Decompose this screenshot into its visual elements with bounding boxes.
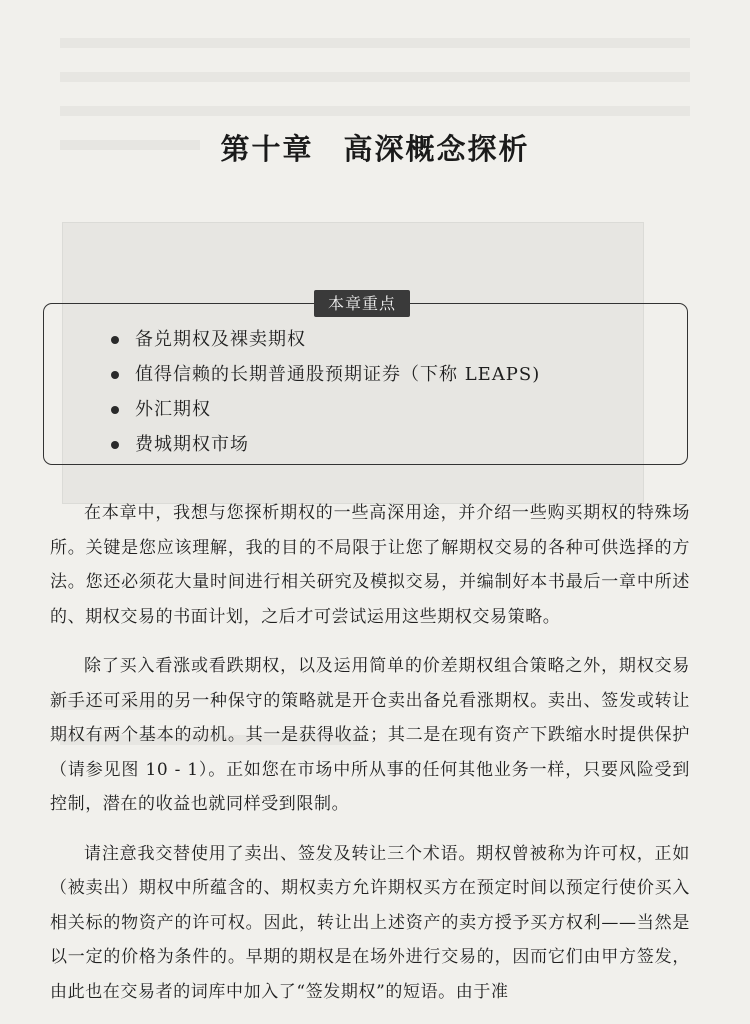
bullet-icon — [111, 441, 119, 449]
bleed-through — [60, 106, 690, 116]
chapter-title — [0, 127, 750, 168]
bullet-icon — [111, 336, 119, 344]
bullet-icon — [111, 371, 119, 379]
key-point-text: 备兑期权及裸卖期权 — [135, 329, 306, 350]
paragraph: 在本章中，我想与您探析期权的一些高深用途，并介绍一些购买期权的特殊场所。关键是您应该理解，我的目的不局限于让您了解期权交易的各种可供选择的方法。您还必须花大量时间进行相关研究及模拟交易，并编制好本书最后一章中所述的、期权交易的书面计划，之后才可尝试运用这些期权交易策略。 — [50, 503, 690, 627]
key-point-item — [111, 427, 540, 462]
bleed-through — [60, 72, 690, 82]
body-text — [50, 496, 690, 1024]
key-points-list — [111, 322, 540, 462]
key-point-text: 费城期权市场 — [135, 434, 249, 455]
paragraph: 除了买入看涨或看跌期权，以及运用简单的价差期权组合策略之外，期权交易新手还可采用的另一种保守的策略就是开仓卖出备兑看涨期权。卖出、签发或转让期权有两个基本的动机。其一是获得收益；其二是在现有资产下跌缩水时提供保护（请参见图 10 - 1）。正如您在市场中所从事的任何其他业务一样，只要风险受到控制，潜在的收益也就同样受到限制。 — [50, 656, 690, 814]
bullet-icon — [111, 406, 119, 414]
key-point-text: 外汇期权 — [135, 399, 211, 420]
key-point-item — [111, 322, 540, 357]
key-point-text: 值得信赖的长期普通股预期证券（下称 LEAPS) — [135, 364, 541, 385]
key-point-item — [111, 392, 540, 427]
paragraph: 请注意我交替使用了卖出、签发及转让三个术语。期权曾被称为许可权，正如（被卖出）期权中所蕴含的、期权卖方允许期权买方在预定时间以预定行使价买入相关标的物资产的许可权。因此，转让出上述资产的卖方授予买方权利——当然是以一定的价格为条件的。早期的期权是在场外进行交易的，因而它们由甲方签发，由此也在交易者的词库中加入了“签发期权”的短语。由于准 — [50, 843, 690, 1002]
bleed-through — [60, 38, 690, 48]
key-points-label: 本章重点 — [314, 290, 410, 317]
chapter-number: 第十章 — [220, 132, 314, 166]
key-point-item — [111, 357, 540, 392]
chapter-name: 高深概念探析 — [343, 132, 530, 166]
